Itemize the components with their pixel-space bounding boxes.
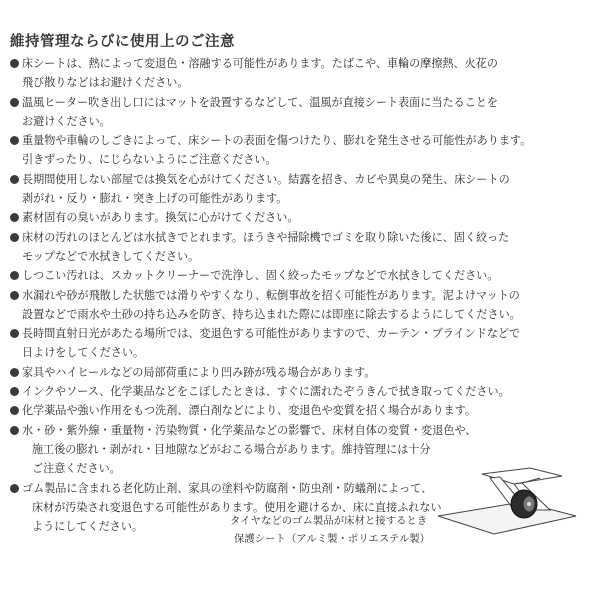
care-note-text: ゴム製品に含まれる老化防止剤、家具の塗料や防腐剤・防虫剤・防蟻剤によって、: [22, 481, 433, 495]
bullet-icon: [10, 368, 19, 377]
bullet-icon: [10, 213, 19, 222]
bullet-icon: [10, 59, 19, 68]
caster-on-protective-sheet-illustration: [430, 466, 580, 538]
page-title: 維持管理ならびに使用上のご注意: [10, 34, 235, 50]
care-note-text: ご注意ください。: [32, 462, 121, 476]
care-note-item: [10, 131, 592, 170]
care-note-text: 飛び散りなどはお避けください。: [22, 76, 189, 90]
care-note-text: 剥がれ・反り・膨れ・突き上げの可能性があります。: [22, 192, 288, 206]
figure-caption-line: タイヤなどのゴム製品が床材と接するとき: [230, 515, 428, 527]
bullet-icon: [10, 406, 19, 415]
care-note-text: 床材が汚染され変退色する可能性があります。使用を避けるか、床に直接ふれない: [32, 500, 442, 514]
care-note-item: [10, 54, 592, 93]
bullet-icon: [10, 271, 19, 280]
care-note-text: 水・砂・紫外線・重量物・汚染物質・化学薬品などの影響で、床材自体の変質・変退色や、: [22, 423, 477, 437]
care-note-text: インクやソース、化学薬品などをこぼしたときは、すぐに濡れたぞうきんで拭き取ってください。: [22, 385, 510, 399]
bullet-icon: [10, 329, 19, 338]
care-note-text: 温風ヒーター吹き出し口にはマットを設置するなどして、温風が直接シート表面に当たることを: [22, 95, 498, 109]
care-note-item: [10, 266, 592, 285]
bullet-icon: [10, 98, 19, 107]
bullet-icon: [10, 291, 19, 300]
care-note-item: [10, 208, 592, 227]
care-note-text: 施工後の膨れ・剥がれ・目地隙などがおこる場合があります。維持管理には十分: [32, 442, 431, 456]
care-note-item: [10, 286, 592, 325]
care-note-text: 設置などで雨水や土砂の持ち込みを防ぎ、持ち込まれた際には即座に除去するようにしてください。: [22, 307, 521, 321]
bullet-icon: [10, 387, 19, 396]
care-notes-list: [10, 54, 592, 536]
care-note-text: 引きずったり、にじらないようにご注意ください。: [22, 153, 277, 167]
care-note-text: 化学薬品や強い作用をもつ洗剤、漂白剤などにより、変退色や変質を招く場合があります。: [22, 404, 476, 418]
bullet-icon: [10, 484, 19, 493]
care-note-text: ようにしてください。: [32, 520, 143, 534]
care-note-item: [10, 382, 592, 401]
care-note-item: [10, 363, 592, 382]
care-note-text: 重量物や車輪のしごきによって、床シートの表面を傷つけたり、膨れを発生させる可能性があります。: [22, 134, 532, 148]
care-note-text: 家具やハイヒールなどの局部荷重により凹み跡が残る場合があります。: [22, 365, 376, 379]
bullet-icon: [10, 233, 19, 242]
bullet-icon: [10, 136, 19, 145]
care-note-item: [10, 228, 592, 267]
care-note-item: [10, 93, 592, 132]
figure-caption-line: 保護シート（アルミ製・ポリエステル製）: [234, 533, 431, 545]
care-note-text: しつこい汚れは、スカットクリーナーで洗浄し、固く絞ったモップなどで水拭きしてください。: [22, 269, 499, 283]
care-note-text: お避けください。: [22, 114, 111, 128]
care-note-text: 長時間直射日光があたる場所では、変退色する可能性がありますので、カーテン・ブラインドなどで: [22, 327, 521, 341]
care-note-text: モップなどで水拭きしてください。: [22, 249, 200, 263]
figure-caption: [230, 512, 430, 548]
bullet-icon: [10, 426, 19, 435]
care-note-text: 床シートは、熱によって変退色・溶融する可能性があります。たばこや、車輪の摩擦熱、火花の: [22, 57, 498, 70]
care-note-text: 素材固有の臭いがあります。換気に心がけてください。: [22, 211, 299, 225]
care-note-text: 長期間使用しない部屋では換気を心がけてください。結露を招き、カビや異臭の発生、床シートの: [22, 172, 510, 186]
care-note-item: [10, 170, 592, 209]
care-note-item: [10, 324, 592, 363]
bullet-icon: [10, 175, 19, 184]
care-note-text: 床材の汚れのほとんどは水拭きでとれます。ほうきや掃除機でゴミを取り除いた後に、固く絞った: [22, 230, 510, 244]
care-note-item: [10, 401, 592, 420]
care-note-text: 日よけをしてください。: [22, 346, 145, 360]
care-note-text: 水漏れや砂が飛散した状態では滑りやすくなり、転倒事故を招く可能性があります。泥よけマットの: [22, 288, 520, 302]
